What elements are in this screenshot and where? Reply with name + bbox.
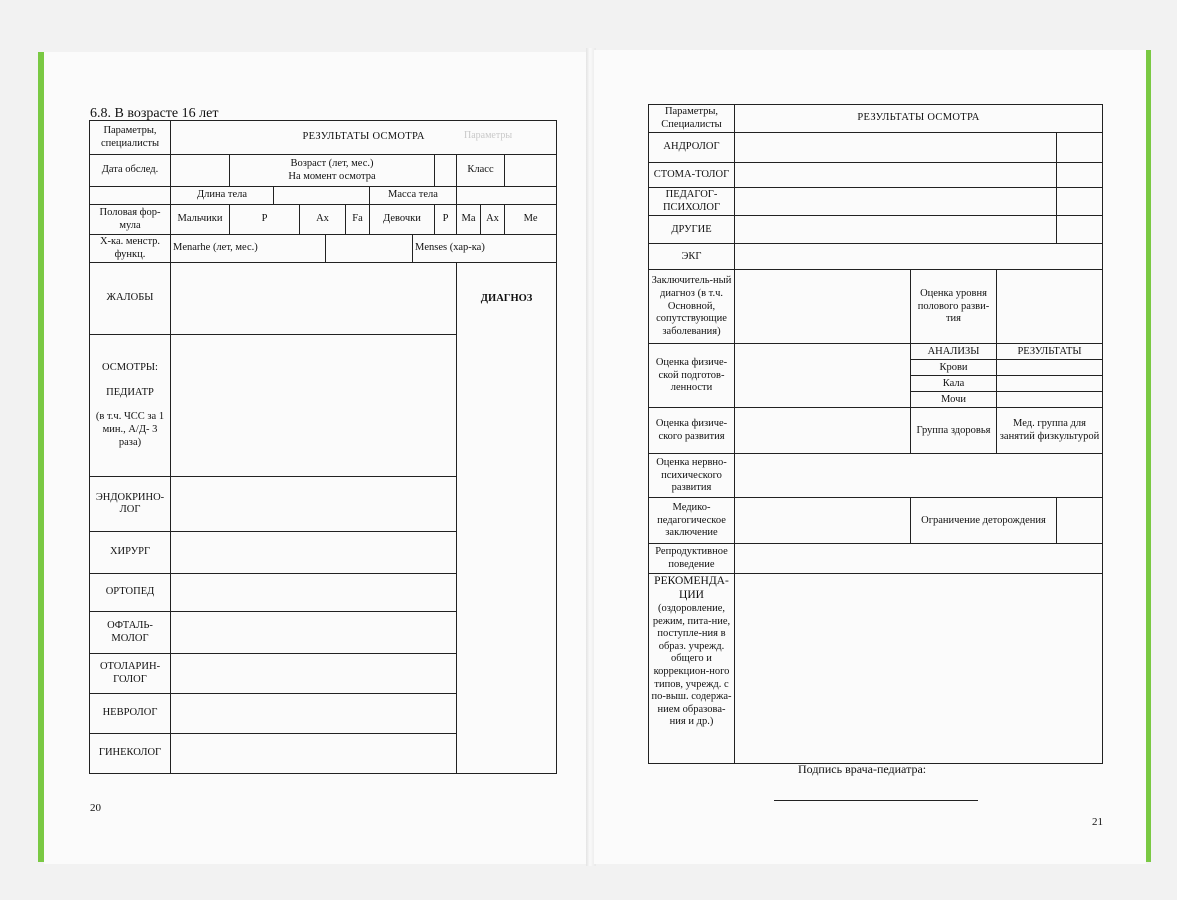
row-med-ped-conclusion: Медико-педагогическое заключение bbox=[649, 498, 735, 544]
row-neuropsych: Оценка нервно-психического развития bbox=[649, 454, 735, 498]
section-title: 6.8. В возрасте 16 лет bbox=[90, 106, 219, 121]
menarhe-label: Menarhe (лет, мес.) bbox=[171, 235, 326, 263]
exams-label: ОСМОТРЫ: bbox=[102, 362, 158, 374]
specialist-otolaryngologist: ОТОЛАРИН-ГОЛОГ bbox=[90, 654, 171, 694]
specialist-gynecologist: ГИНЕКОЛОГ bbox=[90, 734, 171, 774]
row-recommendations bbox=[649, 574, 735, 764]
health-group-label: Группа здоровья bbox=[911, 408, 997, 454]
boys-mark-ax: Ax bbox=[300, 205, 346, 235]
sex-formula-label: Половая фор-мула bbox=[90, 205, 171, 235]
age-label-line1: Возраст (лет, мес.) bbox=[290, 157, 374, 169]
analysis-feces: Кала bbox=[911, 376, 997, 392]
girls-mark-p: P bbox=[435, 205, 457, 235]
left-exam-table bbox=[89, 120, 557, 774]
recommendations-note: (оздоровление, режим, пита-ние, поступле-ния в образ. учрежд. общего и коррекцион-ного типов, учрежд. с по-выш. содержа-нием образова-ния и др.) bbox=[651, 602, 732, 728]
recommendations-label: РЕКОМЕНДА-ЦИИ bbox=[654, 575, 729, 602]
age-label-line2: На момент осмотра bbox=[288, 170, 376, 182]
bleed-through-text: Параметры bbox=[464, 130, 513, 141]
row-physical-preparedness: Оценка физиче-ской подготов-ленности bbox=[649, 344, 735, 408]
page-number-right: 21 bbox=[1092, 816, 1103, 828]
specialist-orthopedist: ОРТОПЕД bbox=[90, 574, 171, 612]
diagnosis-label: ДИАГНОЗ bbox=[480, 293, 533, 305]
row-psychology: ПЕДАГОГ-ПСИХОЛОГ bbox=[649, 188, 735, 216]
header-results: РЕЗУЛЬТАТЫ ОСМОТРА bbox=[171, 121, 557, 155]
childbirth-restriction-label: Ограничение деторождения bbox=[911, 498, 1057, 544]
pediatr-label: ПЕДИАТР bbox=[106, 386, 154, 398]
row-final-diagnosis: Заключитель-ный диагноз (в т.ч. Основной, сопутствующие заболевания) bbox=[649, 270, 735, 344]
girls-label: Девочки bbox=[370, 205, 435, 235]
complaints-label: ЖАЛОБЫ bbox=[90, 263, 171, 335]
specialist-surgeon: ХИРУРГ bbox=[90, 532, 171, 574]
results-header: РЕЗУЛЬТАТЫ bbox=[997, 344, 1103, 360]
boys-mark-p: P bbox=[230, 205, 300, 235]
body-mass-label: Масса тела bbox=[370, 187, 457, 205]
specialist-neurologist: НЕВРОЛОГ bbox=[90, 694, 171, 734]
row-ecg: ЭКГ bbox=[649, 244, 735, 270]
page-number-left: 20 bbox=[90, 802, 101, 814]
body-length-label: Длина тела bbox=[171, 187, 274, 205]
age-label bbox=[230, 155, 435, 187]
analysis-blood: Крови bbox=[911, 360, 997, 376]
menstr-label: Х-ка. менстр. функц. bbox=[90, 235, 171, 263]
exams-pediatr-cell bbox=[90, 335, 171, 477]
specialist-endocrinolog: ЭНДОКРИНО-ЛОГ bbox=[90, 477, 171, 532]
row-reproductive: Репродуктивное поведение bbox=[649, 544, 735, 574]
boys-mark-fa: Fa bbox=[346, 205, 370, 235]
row-physical-development: Оценка физиче-ского развития bbox=[649, 408, 735, 454]
row-andrology: АНДРОЛОГ bbox=[649, 133, 735, 163]
right-header-params: Параметры, Специалисты bbox=[649, 105, 735, 133]
right-page bbox=[594, 50, 1146, 864]
left-page bbox=[44, 52, 586, 864]
class-label: Класс bbox=[457, 155, 505, 187]
exam-date-label: Дата обслед. bbox=[90, 155, 171, 187]
girls-mark-me: Me bbox=[505, 205, 557, 235]
specialist-ophthalmologist: ОФТАЛЬ-МОЛОГ bbox=[90, 612, 171, 654]
girls-mark-ax: Ax bbox=[481, 205, 505, 235]
pediatr-note: (в т.ч. ЧСС за 1 мин., А/Д- 3 раза) bbox=[95, 411, 165, 448]
girls-mark-ma: Ma bbox=[457, 205, 481, 235]
right-header-results: РЕЗУЛЬТАТЫ ОСМОТРА bbox=[735, 105, 1103, 133]
row-stomatology: СТОМА-ТОЛОГ bbox=[649, 163, 735, 188]
med-group-label: Мед. группа для занятий физкультурой bbox=[997, 408, 1103, 454]
analyses-header: АНАЛИЗЫ bbox=[911, 344, 997, 360]
header-params: Параметры, специалисты bbox=[90, 121, 171, 155]
row-others: ДРУГИЕ bbox=[649, 216, 735, 244]
diagnosis-column bbox=[457, 263, 557, 774]
analysis-urine: Мочи bbox=[911, 392, 997, 408]
signature-line bbox=[774, 800, 978, 801]
boys-label: Мальчики bbox=[171, 205, 230, 235]
menses-label: Menses (хар-ка) bbox=[413, 235, 557, 263]
row-sexual-development: Оценка уровня полового разви-тия bbox=[911, 270, 997, 344]
right-exam-table bbox=[648, 104, 1103, 764]
signature-label: Подпись врача-педиатра: bbox=[798, 762, 927, 776]
